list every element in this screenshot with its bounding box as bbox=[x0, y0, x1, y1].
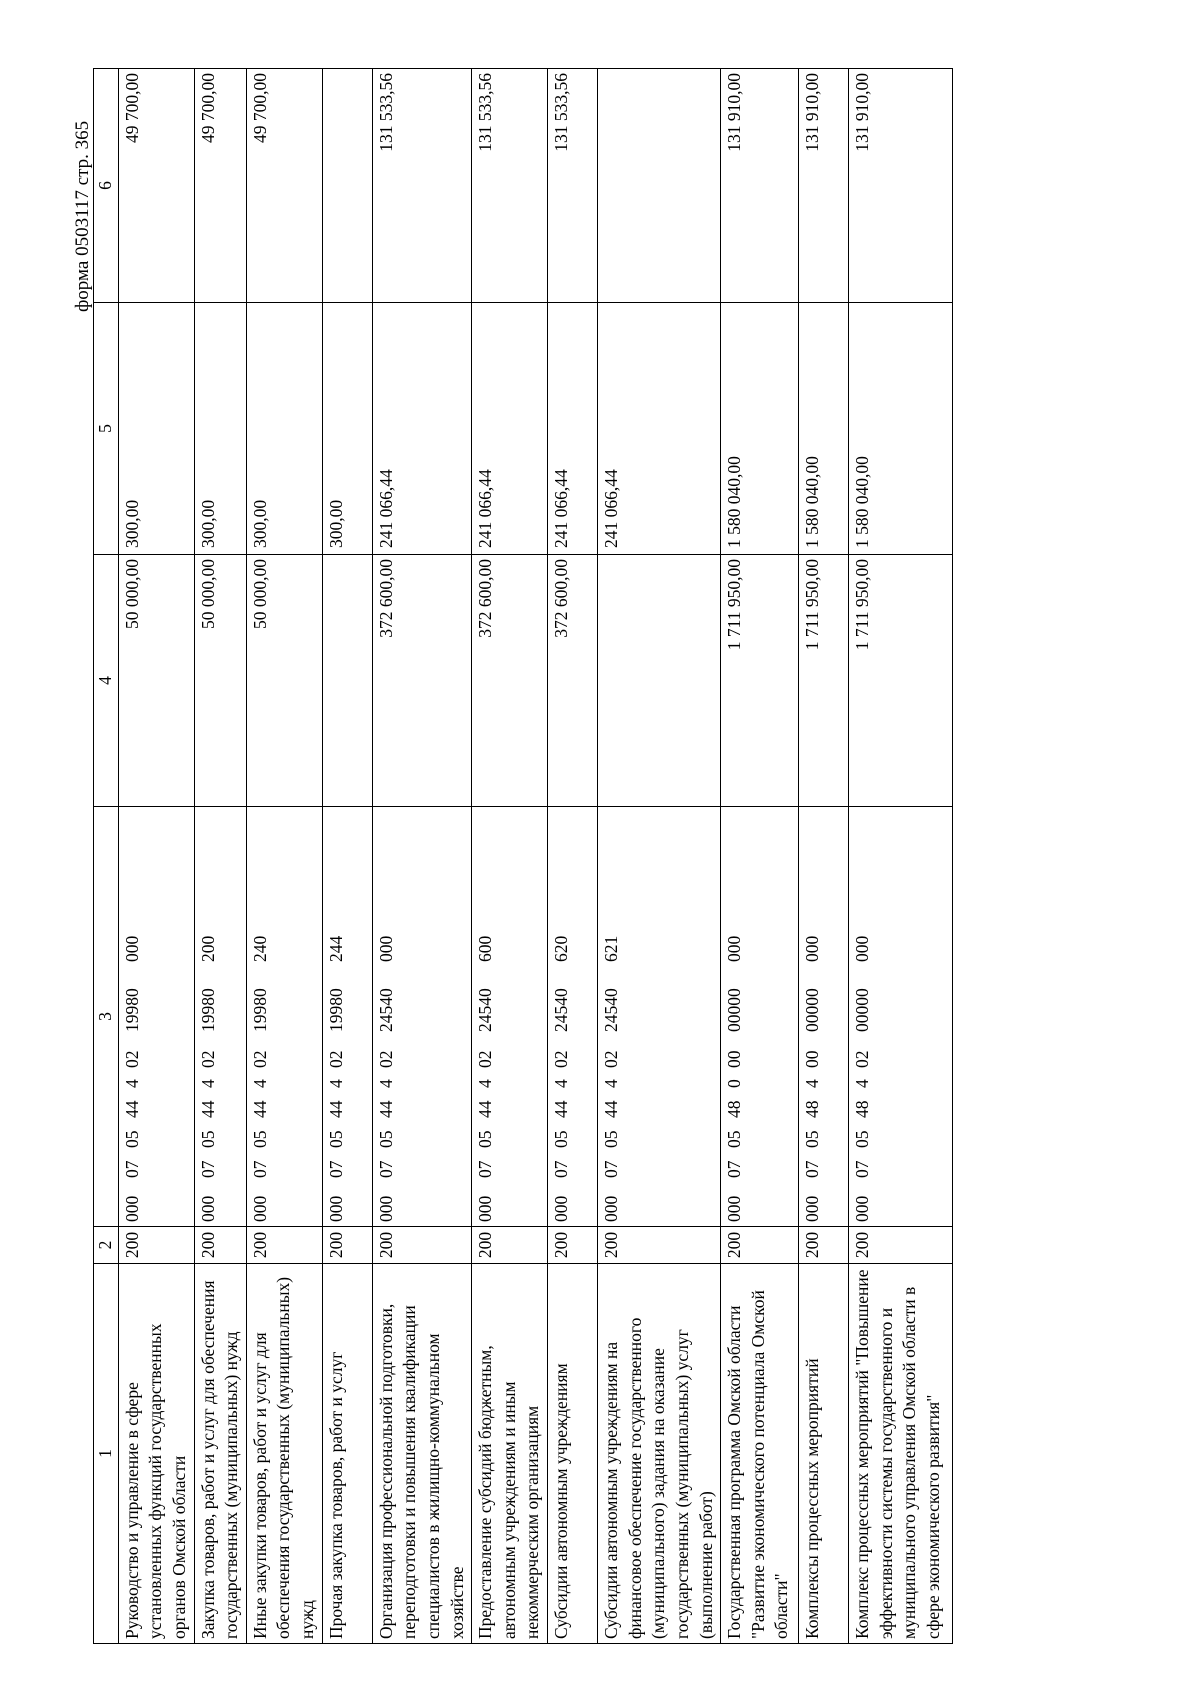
code-segment: 07 bbox=[325, 1160, 346, 1178]
code-segment: 48 bbox=[852, 1100, 873, 1118]
row-unexecuted: 131 533,56 bbox=[548, 69, 598, 303]
row-approved: 1 711 950,00 bbox=[799, 555, 849, 807]
code-segment: 02 bbox=[852, 1050, 873, 1068]
code-segment: 24540 bbox=[601, 988, 621, 1032]
row-name: Субсидии автономным учреждениям на финансовое обеспечение государственного (муниципального) задания на оказание государственных (муниципальных) услуг (выполнение работ) bbox=[598, 1264, 721, 1644]
code-segment: 07 bbox=[249, 1160, 270, 1178]
row-approved: 50 000,00 bbox=[246, 555, 322, 807]
row-approved: 372 600,00 bbox=[548, 555, 598, 807]
table-row bbox=[322, 69, 372, 1644]
row-executed: 241 066,44 bbox=[598, 303, 721, 555]
code-segment: 000 bbox=[852, 935, 873, 962]
code-segment: 05 bbox=[249, 1130, 270, 1148]
table-row bbox=[246, 69, 322, 1644]
code-segment: 07 bbox=[551, 1160, 571, 1178]
code-segment: 07 bbox=[197, 1160, 218, 1178]
code-segment: 44 bbox=[475, 1100, 496, 1118]
code-segment: 02 bbox=[601, 1050, 621, 1068]
row-name: Иные закупки товаров, работ и услуг для обеспечения государственных (муниципальных) нужд bbox=[246, 1264, 322, 1644]
row-budget-code bbox=[118, 807, 194, 1227]
row-approved bbox=[598, 555, 721, 807]
code-segment: 4 bbox=[121, 1079, 142, 1088]
code-segment: 00 bbox=[802, 1050, 823, 1068]
row-unexecuted: 49 700,00 bbox=[246, 69, 322, 303]
code-segment: 621 bbox=[601, 935, 621, 962]
code-segment: 00000 bbox=[724, 988, 745, 1032]
code-segment: 000 bbox=[802, 1195, 823, 1222]
row-approved: 1 711 950,00 bbox=[849, 555, 953, 807]
code-segment: 07 bbox=[475, 1160, 496, 1178]
row-unexecuted bbox=[598, 69, 721, 303]
code-segment: 000 bbox=[375, 1195, 396, 1222]
code-segment: 200 bbox=[197, 935, 218, 962]
column-header: 4 bbox=[94, 555, 119, 807]
code-segment: 4 bbox=[601, 1079, 621, 1088]
code-segment: 000 bbox=[249, 1195, 270, 1222]
code-segment: 44 bbox=[601, 1100, 621, 1118]
code-segment: 00000 bbox=[802, 988, 823, 1032]
row-approved bbox=[322, 555, 372, 807]
code-segment: 02 bbox=[249, 1050, 270, 1068]
code-segment: 05 bbox=[475, 1130, 496, 1148]
code-segment: 48 bbox=[724, 1100, 745, 1118]
row-name: Прочая закупка товаров, работ и услуг bbox=[322, 1264, 372, 1644]
code-segment: 05 bbox=[802, 1130, 823, 1148]
code-segment: 02 bbox=[551, 1050, 571, 1068]
row-budget-code bbox=[246, 807, 322, 1227]
form-label: форма 0503117 стр. 365 bbox=[72, 120, 93, 312]
row-unexecuted: 131 533,56 bbox=[372, 69, 472, 303]
column-header: 5 bbox=[94, 303, 119, 555]
code-segment: 07 bbox=[375, 1160, 396, 1178]
code-segment: 000 bbox=[551, 1195, 571, 1222]
code-segment: 44 bbox=[121, 1100, 142, 1118]
code-segment: 44 bbox=[551, 1100, 571, 1118]
row-line-code: 200 bbox=[246, 1227, 322, 1264]
row-approved: 50 000,00 bbox=[118, 555, 194, 807]
code-segment: 44 bbox=[325, 1100, 346, 1118]
code-segment: 4 bbox=[197, 1079, 218, 1088]
row-executed: 241 066,44 bbox=[472, 303, 548, 555]
code-segment: 07 bbox=[802, 1160, 823, 1178]
row-budget-code bbox=[721, 807, 799, 1227]
row-line-code: 200 bbox=[598, 1227, 721, 1264]
column-header: 1 bbox=[94, 1264, 119, 1644]
code-segment: 4 bbox=[551, 1079, 571, 1088]
table-row bbox=[194, 69, 246, 1644]
code-segment: 44 bbox=[375, 1100, 396, 1118]
row-line-code: 200 bbox=[322, 1227, 372, 1264]
code-segment: 244 bbox=[325, 935, 346, 962]
row-line-code: 200 bbox=[118, 1227, 194, 1264]
code-segment: 4 bbox=[375, 1079, 396, 1088]
code-segment: 05 bbox=[551, 1130, 571, 1148]
row-approved: 50 000,00 bbox=[194, 555, 246, 807]
row-name: Комплекс процессных мероприятий "Повышение эффективности системы государственного и муниципального управления Омской области в сфере экономического развития" bbox=[849, 1264, 953, 1644]
code-segment: 000 bbox=[197, 1195, 218, 1222]
code-segment: 05 bbox=[197, 1130, 218, 1148]
code-segment: 19980 bbox=[197, 988, 218, 1032]
code-segment: 02 bbox=[325, 1050, 346, 1068]
row-executed: 300,00 bbox=[322, 303, 372, 555]
code-segment: 000 bbox=[375, 935, 396, 962]
code-segment: 000 bbox=[121, 1195, 142, 1222]
code-segment: 07 bbox=[852, 1160, 873, 1178]
code-segment: 000 bbox=[724, 1195, 745, 1222]
row-line-code: 200 bbox=[799, 1227, 849, 1264]
row-unexecuted: 49 700,00 bbox=[194, 69, 246, 303]
code-segment: 240 bbox=[249, 935, 270, 962]
code-segment: 600 bbox=[475, 935, 496, 962]
code-segment: 620 bbox=[551, 935, 571, 962]
code-segment: 000 bbox=[325, 1195, 346, 1222]
row-executed: 1 580 040,00 bbox=[799, 303, 849, 555]
code-segment: 000 bbox=[121, 935, 142, 962]
row-executed: 300,00 bbox=[246, 303, 322, 555]
code-segment: 07 bbox=[121, 1160, 142, 1178]
row-name: Комплексы процессных мероприятий bbox=[799, 1264, 849, 1644]
row-line-code: 200 bbox=[849, 1227, 953, 1264]
table-row bbox=[118, 69, 194, 1644]
code-segment: 000 bbox=[601, 1195, 621, 1222]
code-segment: 000 bbox=[852, 1195, 873, 1222]
code-segment: 02 bbox=[475, 1050, 496, 1068]
column-header: 2 bbox=[94, 1227, 119, 1264]
header-row bbox=[94, 69, 119, 1644]
code-segment: 07 bbox=[601, 1160, 621, 1178]
code-segment: 19980 bbox=[325, 988, 346, 1032]
code-segment: 44 bbox=[249, 1100, 270, 1118]
row-executed: 300,00 bbox=[194, 303, 246, 555]
code-segment: 02 bbox=[197, 1050, 218, 1068]
row-budget-code bbox=[598, 807, 721, 1227]
code-segment: 02 bbox=[121, 1050, 142, 1068]
table-row bbox=[472, 69, 548, 1644]
column-header: 6 bbox=[94, 69, 119, 303]
row-line-code: 200 bbox=[194, 1227, 246, 1264]
table-row bbox=[721, 69, 799, 1644]
row-executed: 1 580 040,00 bbox=[721, 303, 799, 555]
code-segment: 4 bbox=[802, 1079, 823, 1088]
table-row bbox=[799, 69, 849, 1644]
row-budget-code bbox=[849, 807, 953, 1227]
code-segment: 19980 bbox=[249, 988, 270, 1032]
row-name: Организация профессиональной подготовки, переподготовки и повышения квалификации специалистов в жилищно-коммунальном хозяйстве bbox=[372, 1264, 472, 1644]
row-unexecuted: 131 910,00 bbox=[849, 69, 953, 303]
code-segment: 4 bbox=[249, 1079, 270, 1088]
table-row bbox=[598, 69, 721, 1644]
row-unexecuted: 49 700,00 bbox=[118, 69, 194, 303]
code-segment: 05 bbox=[325, 1130, 346, 1148]
code-segment: 00 bbox=[724, 1050, 745, 1068]
code-segment: 05 bbox=[601, 1130, 621, 1148]
row-name: Субсидии автономным учреждениям bbox=[548, 1264, 598, 1644]
row-executed: 241 066,44 bbox=[548, 303, 598, 555]
row-name: Государственная программа Омской области "Развитие экономического потенциала Омской области" bbox=[721, 1264, 799, 1644]
code-segment: 48 bbox=[802, 1100, 823, 1118]
row-name: Руководство и управление в сфере установленных функций государственных органов Омской области bbox=[118, 1264, 194, 1644]
row-approved: 1 711 950,00 bbox=[721, 555, 799, 807]
table-row bbox=[372, 69, 472, 1644]
row-unexecuted: 131 910,00 bbox=[799, 69, 849, 303]
row-budget-code bbox=[799, 807, 849, 1227]
code-segment: 000 bbox=[475, 1195, 496, 1222]
code-segment: 4 bbox=[325, 1079, 346, 1088]
code-segment: 000 bbox=[724, 935, 745, 962]
code-segment: 19980 bbox=[121, 988, 142, 1032]
column-header: 3 bbox=[94, 807, 119, 1227]
code-segment: 24540 bbox=[551, 988, 571, 1032]
code-segment: 07 bbox=[724, 1160, 745, 1178]
code-segment: 4 bbox=[852, 1079, 873, 1088]
row-approved: 372 600,00 bbox=[372, 555, 472, 807]
code-segment: 4 bbox=[475, 1079, 496, 1088]
row-line-code: 200 bbox=[372, 1227, 472, 1264]
row-line-code: 200 bbox=[472, 1227, 548, 1264]
code-segment: 24540 bbox=[375, 988, 396, 1032]
code-segment: 000 bbox=[802, 935, 823, 962]
row-unexecuted: 131 533,56 bbox=[472, 69, 548, 303]
row-executed: 1 580 040,00 bbox=[849, 303, 953, 555]
row-executed: 241 066,44 bbox=[372, 303, 472, 555]
code-segment: 05 bbox=[724, 1130, 745, 1148]
row-unexecuted: 131 910,00 bbox=[721, 69, 799, 303]
row-name: Закупка товаров, работ и услуг для обеспечения государственных (муниципальных) нужд bbox=[194, 1264, 246, 1644]
row-budget-code bbox=[472, 807, 548, 1227]
row-name: Предоставление субсидий бюджетным, автономным учреждениям и иным некоммерческим организациям bbox=[472, 1264, 548, 1644]
row-budget-code bbox=[322, 807, 372, 1227]
row-budget-code bbox=[194, 807, 246, 1227]
row-approved: 372 600,00 bbox=[472, 555, 548, 807]
code-segment: 44 bbox=[197, 1100, 218, 1118]
row-executed: 300,00 bbox=[118, 303, 194, 555]
code-segment: 24540 bbox=[475, 988, 496, 1032]
row-budget-code bbox=[548, 807, 598, 1227]
code-segment: 00000 bbox=[852, 988, 873, 1032]
report-table bbox=[93, 68, 953, 1644]
code-segment: 05 bbox=[375, 1130, 396, 1148]
row-unexecuted bbox=[322, 69, 372, 303]
table-row bbox=[548, 69, 598, 1644]
row-line-code: 200 bbox=[548, 1227, 598, 1264]
code-segment: 05 bbox=[852, 1130, 873, 1148]
table-row bbox=[849, 69, 953, 1644]
row-line-code: 200 bbox=[721, 1227, 799, 1264]
code-segment: 02 bbox=[375, 1050, 396, 1068]
code-segment: 0 bbox=[724, 1079, 745, 1088]
code-segment: 05 bbox=[121, 1130, 142, 1148]
row-budget-code bbox=[372, 807, 472, 1227]
